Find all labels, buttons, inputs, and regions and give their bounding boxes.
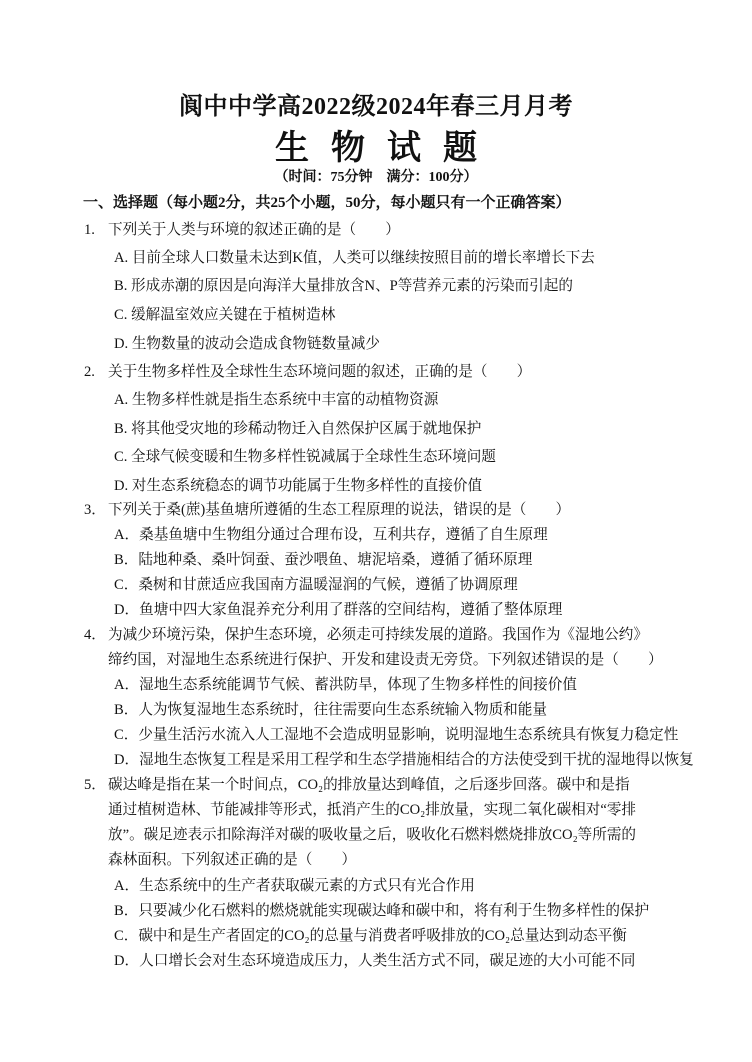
question-stem: 放”。碳足迹表示扣除海洋对碳的吸收量之后，吸收化石燃料燃烧排放CO₂等所需的 (108, 827, 637, 843)
answer-option: A．桑基鱼塘中生物组分通过合理布设，互利共存，遵循了自生原理 (114, 527, 548, 543)
question-stem: 缔约国，对湿地生态系统进行保护、开发和建设责无旁贷。下列叙述错误的是（ ） (108, 652, 663, 668)
answer-option: A. 生物多样性就是指生态系统中丰富的动植物资源 (114, 392, 439, 408)
answer-option: D．人口增长会对生态环境造成压力，人类生活方式不同，碳足迹的大小可能不同 (114, 953, 636, 969)
answer-option: A．生态系统中的生产者获取碳元素的方式只有光合作用 (114, 878, 475, 894)
answer-option: C．桑树和甘蔗适应我国南方温暖湿润的气候，遵循了协调原理 (114, 577, 518, 593)
question-number: 2. (84, 364, 95, 380)
answer-option: A. 目前全球人口数量未达到K值，人类可以继续按照目前的增长率增长下去 (114, 250, 595, 266)
answer-option: B．陆地种桑、桑叶饲蚕、蚕沙喂鱼、塘泥培桑，遵循了循环原理 (114, 552, 533, 568)
answer-option: B. 将其他受灾地的珍稀动物迁入自然保护区属于就地保护 (114, 421, 482, 437)
question-stem: 碳达峰是指在某一个时间点，CO₂的排放量达到峰值，之后逐步回落。碳中和是指 (108, 777, 630, 793)
section-heading: 一、选择题（每小题2分，共25个小题，50分，每小题只有一个正确答案） (83, 195, 571, 211)
question-number: 3． (84, 502, 106, 518)
answer-option: C．少量生活污水流入人工湿地不会造成明显影响，说明湿地生态系统具有恢复力稳定性 (114, 727, 679, 743)
question-number: 4． (84, 627, 106, 643)
question-stem: 为减少环境污染，保护生态环境，必须走可持续发展的道路。我国作为《湿地公约》 (108, 627, 648, 643)
answer-option: D．鱼塘中四大家鱼混养充分利用了群落的空间结构，遵循了整体原理 (114, 602, 563, 618)
question-stem: 下列关于桑(蔗)基鱼塘所遵循的生态工程原理的说法，错误的是（ ） (108, 502, 571, 518)
question-stem: 通过植树造林、节能减排等形式，抵消产生的CO₂排放量，实现二氧化碳相对“零排 (108, 802, 637, 818)
question-number: 5． (84, 777, 106, 793)
answer-option: C. 缓解温室效应关键在于植树造林 (114, 307, 336, 323)
answer-option: D. 对生态系统稳态的调节功能属于生物多样性的直接价值 (114, 478, 483, 494)
answer-option: C. 全球气候变暖和生物多样性锐减属于全球性生态环境问题 (114, 449, 496, 465)
question-stem: 下列关于人类与环境的叙述正确的是（ ） (108, 222, 400, 238)
answer-option: B．只要减少化石燃料的燃烧就能实现碳达峰和碳中和，将有利于生物多样性的保护 (114, 903, 650, 919)
answer-option: C．碳中和是生产者固定的CO₂的总量与消费者呼吸排放的CO₂总量达到动态平衡 (114, 928, 627, 944)
answer-option: B．人为恢复湿地生态系统时，往往需要向生态系统输入物质和能量 (114, 702, 547, 718)
answer-option: D. 生物数量的波动会造成食物链数量减少 (114, 336, 380, 352)
answer-option: A．湿地生态系统能调节气候、蓄洪防旱，体现了生物多样性的间接价值 (114, 677, 577, 693)
exam-info: （时间：75分钟 满分：100分） (274, 170, 478, 185)
subject-title: 生物试题 (275, 130, 499, 167)
answer-option: D．湿地生态恢复工程是采用工程学和生态学措施相结合的方法使受到干扰的湿地得以恢复 (114, 752, 694, 768)
school-title: 阆中中学高2022级2024年春三月月考 (179, 94, 573, 120)
question-stem: 森林面积。下列叙述正确的是（ ） (108, 852, 357, 868)
answer-option: B. 形成赤潮的原因是向海洋大量排放含N、P等营养元素的污染而引起的 (114, 278, 573, 294)
question-stem: 关于生物多样性及全球性生态环境问题的叙述，正确的是（ ） (108, 364, 532, 380)
question-number: 1. (84, 222, 95, 238)
